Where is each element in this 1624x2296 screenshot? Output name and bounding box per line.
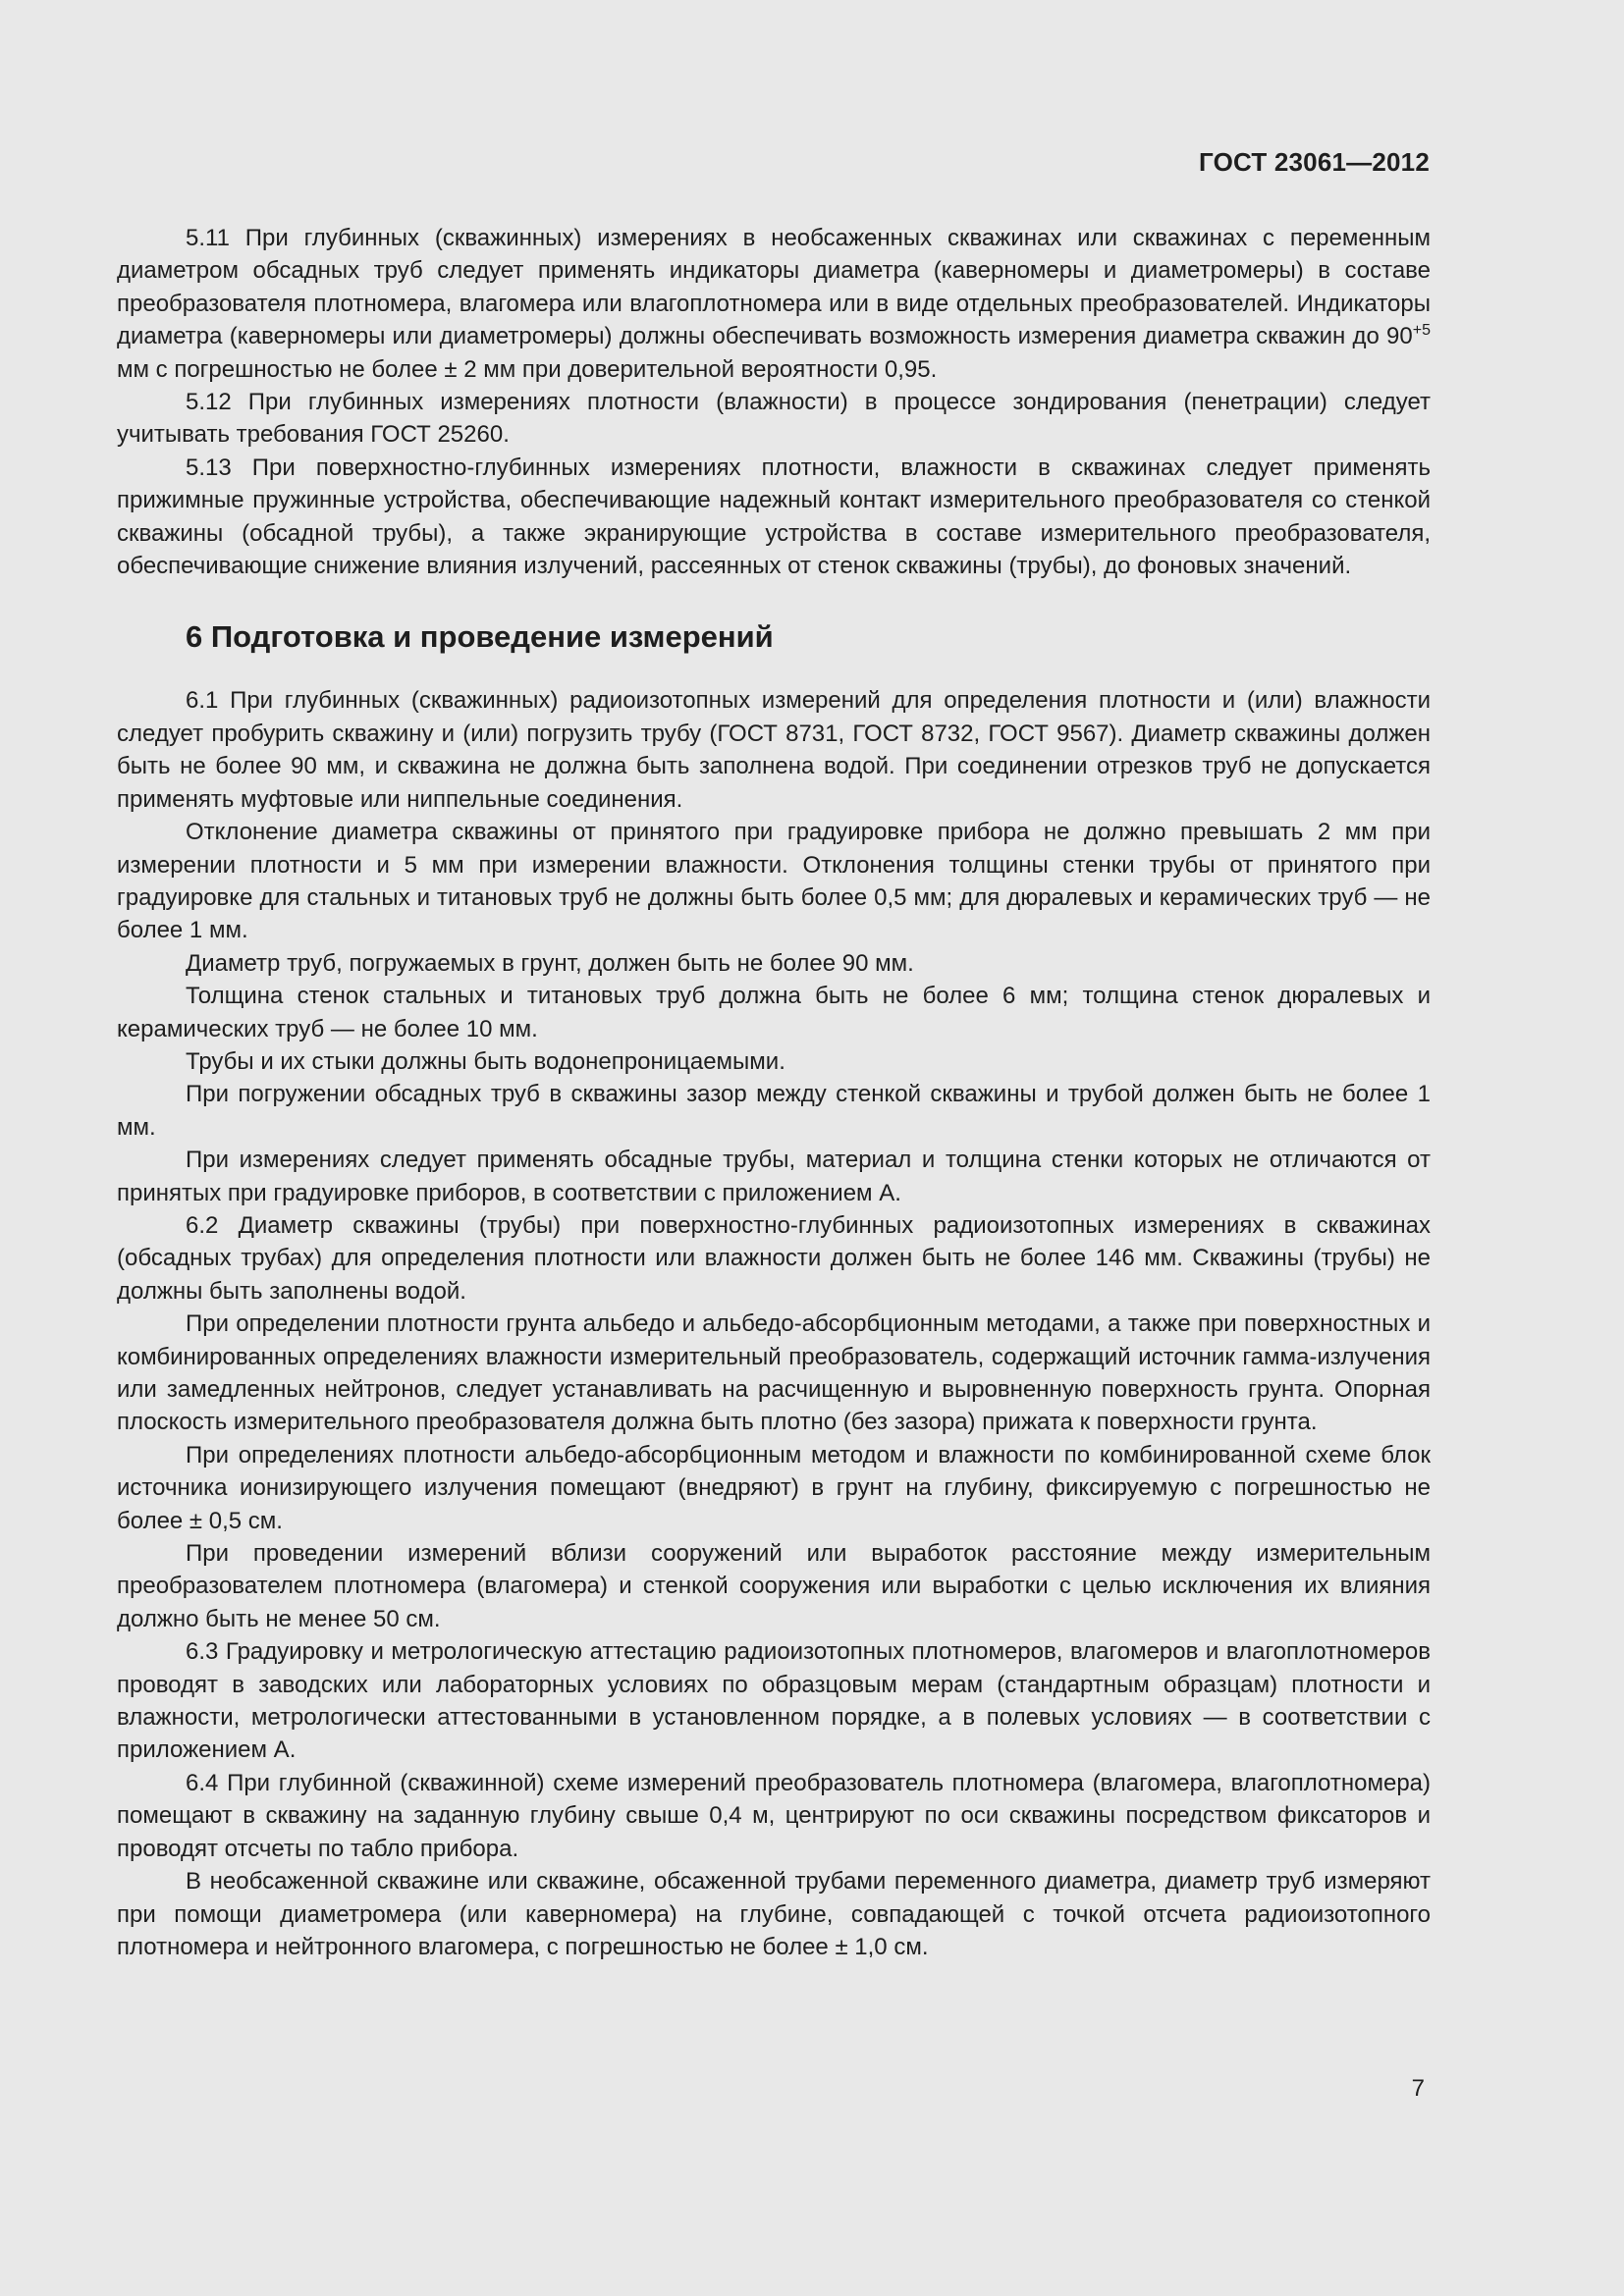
paragraph: 6.1 При глубинных (скважинных) радиоизотопных измерений для определения плотности и (или) влажности следует пробурить скважину и (или) погрузить трубу (ГОСТ 8731, ГОСТ 8732, ГОСТ 9567). Диаметр скважины должен быть не более 90 мм, и скважина не должна быть заполнена водой. При соединении отрезков труб не допускается применять муфтовые или ниппельные соединения. — [117, 687, 1431, 813]
paragraph: Отклонение диаметра скважины от принятого при градуировке прибора не должно превышать 2 мм при измерении плотности и 5 мм при измерении влажности. Отклонения толщины стенки трубы от принятого при градуировке для стальных и титановых труб не должны быть более 0,5 мм; для дюралевых и керамических труб — не более 1 мм. — [117, 819, 1431, 944]
paragraph: При определении плотности грунта альбедо и альбедо-абсорбционным методами, а также при поверхностных и комбинированных определениях влажности измерительный преобразователь, содержащий источник гамма-излучения или замедленных нейтронов, следует устанавливать на расчищенную и выровненную поверхность грунта. Опорная плоскость измерительного преобразователя должна быть плотно (без зазора) прижата к поверхности грунта. — [117, 1310, 1431, 1436]
page-number: 7 — [1411, 2075, 1425, 2102]
paragraph: При проведении измерений вблизи сооружений или выработок расстояние между измерительным преобразователем плотномера (влагомера) и стенкой сооружения или выработки с целью исключения их влияния должно быть не менее 50 см. — [117, 1540, 1431, 1632]
section-6-title: 6 Подготовка и проведение измерений — [186, 619, 774, 655]
superscript-tolerance: +5 — [1412, 322, 1431, 340]
paragraph: Трубы и их стыки должны быть водонепроницаемыми. — [186, 1047, 785, 1075]
paragraph-5-11-text-b: мм с погрешностью не более ± 2 мм при доверительной вероятности 0,95. — [117, 355, 938, 383]
paragraph: 6.4 При глубинной (скважинной) схеме измерений преобразователь плотномера (влагомера, влагоплотномера) помещают в скважину на заданную глубину свыше 0,4 м, центрируют по оси скважины посредством фиксаторов и проводят отсчеты по табло прибора. — [117, 1769, 1431, 1862]
paragraph-5-11 — [117, 222, 1431, 386]
paragraph-5-12: 5.12 При глубинных измерениях плотности (влажности) в процессе зондирования (пенетрации) следует учитывать требования ГОСТ 25260. — [117, 389, 1431, 449]
document-code-header: ГОСТ 23061—2012 — [1199, 147, 1430, 177]
paragraph: 6.2 Диаметр скважины (трубы) при поверхностно-глубинных радиоизотопных измерениях в скважинах (обсадных трубах) для определения плотности или влажности должен быть не более 146 мм. Скважины (трубы) не должны быть заполнены водой. — [117, 1211, 1431, 1305]
paragraph: При измерениях следует применять обсадные трубы, материал и толщина стенки которых не отличаются от принятых при градуировке приборов, в соответствии с приложением А. — [117, 1147, 1431, 1206]
paragraph: В необсаженной скважине или скважине, обсаженной трубами переменного диаметра, диаметр труб измеряют при помощи диаметромера (или каверномера) на глубине, совпадающей с точкой отсчета радиоизотопного плотномера и нейтронного влагомера, с погрешностью не более ± 1,0 см. — [117, 1868, 1431, 1960]
paragraph-5-11-text-a: 5.11 При глубинных (скважинных) измерениях в необсаженных скважинах или скважинах с переменным диаметром обсадных труб следует применять индикаторы диаметра (каверномеры и диаметромеры) в составе преобразователя плотномера, влагомера или влагоплотномера или в виде отдельных преобразователей. Индикаторы диаметра (каверномеры или диаметромеры) должны обеспечивать возможность измерения диаметра скважин до 90 — [117, 225, 1431, 350]
paragraph: При погружении обсадных труб в скважины зазор между стенкой скважины и трубой должен быть не более 1 мм. — [117, 1081, 1431, 1141]
paragraph: Диаметр труб, погружаемых в грунт, должен быть не более 90 мм. — [186, 949, 914, 977]
paragraph-5-13: 5.13 При поверхностно-глубинных измерениях плотности, влажности в скважинах следует применять прижимные пружинные устройства, обеспечивающие надежный контакт измерительного преобразователя со стенкой скважины (обсадной трубы), а также экранирующие устройства в составе измерительного преобразователя, обеспечивающие снижение влияния излучений, рассеянных от стенок скважины (трубы), до фоновых значений. — [117, 454, 1431, 580]
paragraph: Толщина стенок стальных и титановых труб должна быть не более 6 мм; толщина стенок дюралевых и керамических труб — не более 10 мм. — [117, 983, 1431, 1042]
paragraph: 6.3 Градуировку и метрологическую аттестацию радиоизотопных плотномеров, влагомеров и влагоплотномеров проводят в заводских или лабораторных условиях по образцовым мерам (стандартным образцам) плотности и влажности, метрологически аттестованными в установленном порядке, а в полевых условиях — в соответствии с приложением А. — [117, 1638, 1431, 1764]
paragraph: При определениях плотности альбедо-абсорбционным методом и влажности по комбинированной схеме блок источника ионизирующего излучения помещают (внедряют) в грунт на глубину, фиксируемую с погрешностью не более ± 0,5 см. — [117, 1441, 1431, 1534]
document-body — [117, 222, 1431, 1963]
